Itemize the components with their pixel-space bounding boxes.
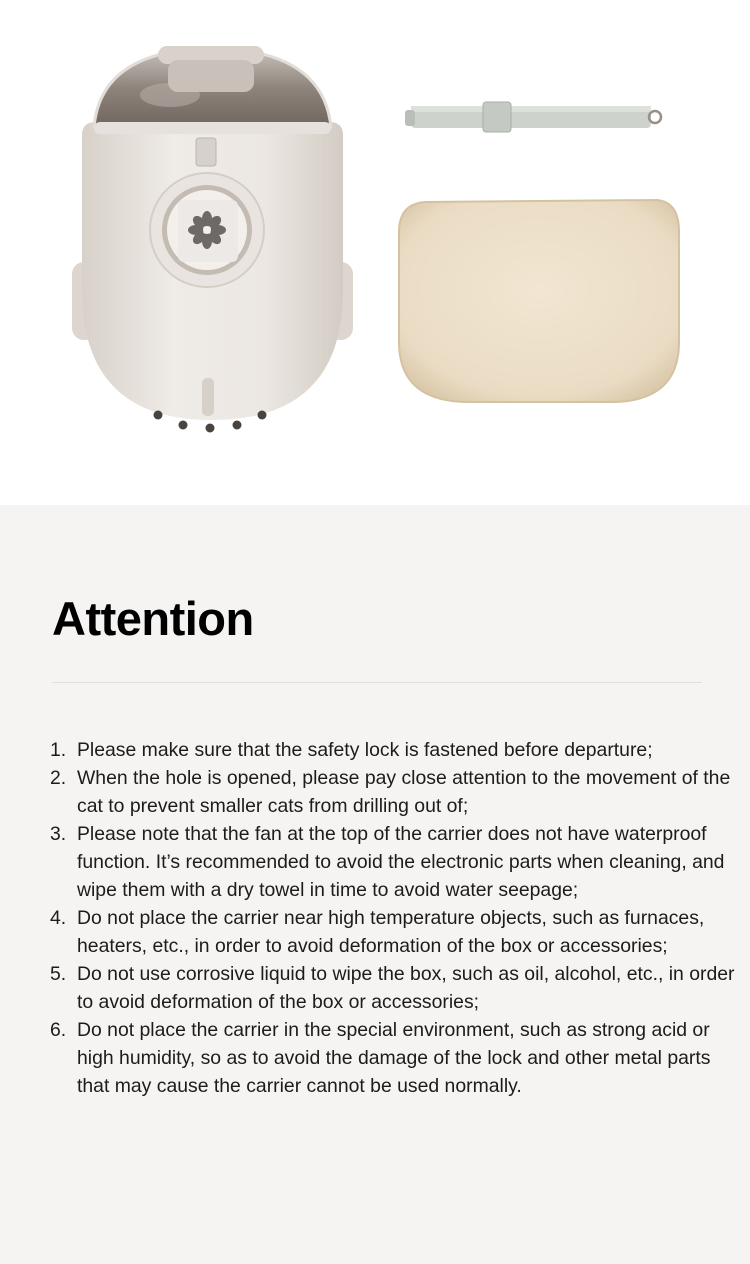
list-item xyxy=(50,820,740,904)
list-item xyxy=(50,960,740,1016)
list-item-number: 1. xyxy=(50,739,67,761)
list-item-text: Please make sure that the safety lock is fastened before departure; xyxy=(77,739,653,761)
product-photo-section xyxy=(0,0,750,505)
list-item xyxy=(50,736,740,764)
list-item xyxy=(50,904,740,960)
list-item-number: 3. xyxy=(50,823,67,845)
shoulder-strap-image xyxy=(405,96,667,144)
plush-mat-image xyxy=(395,192,685,407)
list-item-text: Please note that the fan at the top of the carrier does not have waterproof function. It’s recommended to avoid the electronic parts when cleaning, and wipe them with a dry towel in time to avoid water seepage; xyxy=(77,823,725,901)
list-item xyxy=(50,764,740,820)
list-item-number: 4. xyxy=(50,907,67,929)
list-item-number: 6. xyxy=(50,1019,67,1041)
attention-title: Attention xyxy=(52,592,254,645)
list-item-text: When the hole is opened, please pay close attention to the movement of the cat to prevent smaller cats from drilling out of; xyxy=(77,767,731,817)
list-item-text: Do not use corrosive liquid to wipe the box, such as oil, alcohol, etc., in order to avoid deformation of the box or accessories; xyxy=(77,963,735,1013)
list-item-number: 5. xyxy=(50,963,67,985)
pet-carrier-capsule-image xyxy=(70,40,355,440)
list-item xyxy=(50,1016,740,1100)
list-item-number: 2. xyxy=(50,767,67,789)
attention-list xyxy=(50,736,740,1100)
attention-section xyxy=(0,505,750,1264)
list-item-text: Do not place the carrier in the special environment, such as strong acid or high humidity, so as to avoid the damage of the lock and other metal parts that may cause the carrier cannot be used normally. xyxy=(77,1019,711,1097)
divider xyxy=(52,682,702,683)
list-item-text: Do not place the carrier near high temperature objects, such as furnaces, heaters, etc., in order to avoid deformation of the box or accessories; xyxy=(77,907,705,957)
